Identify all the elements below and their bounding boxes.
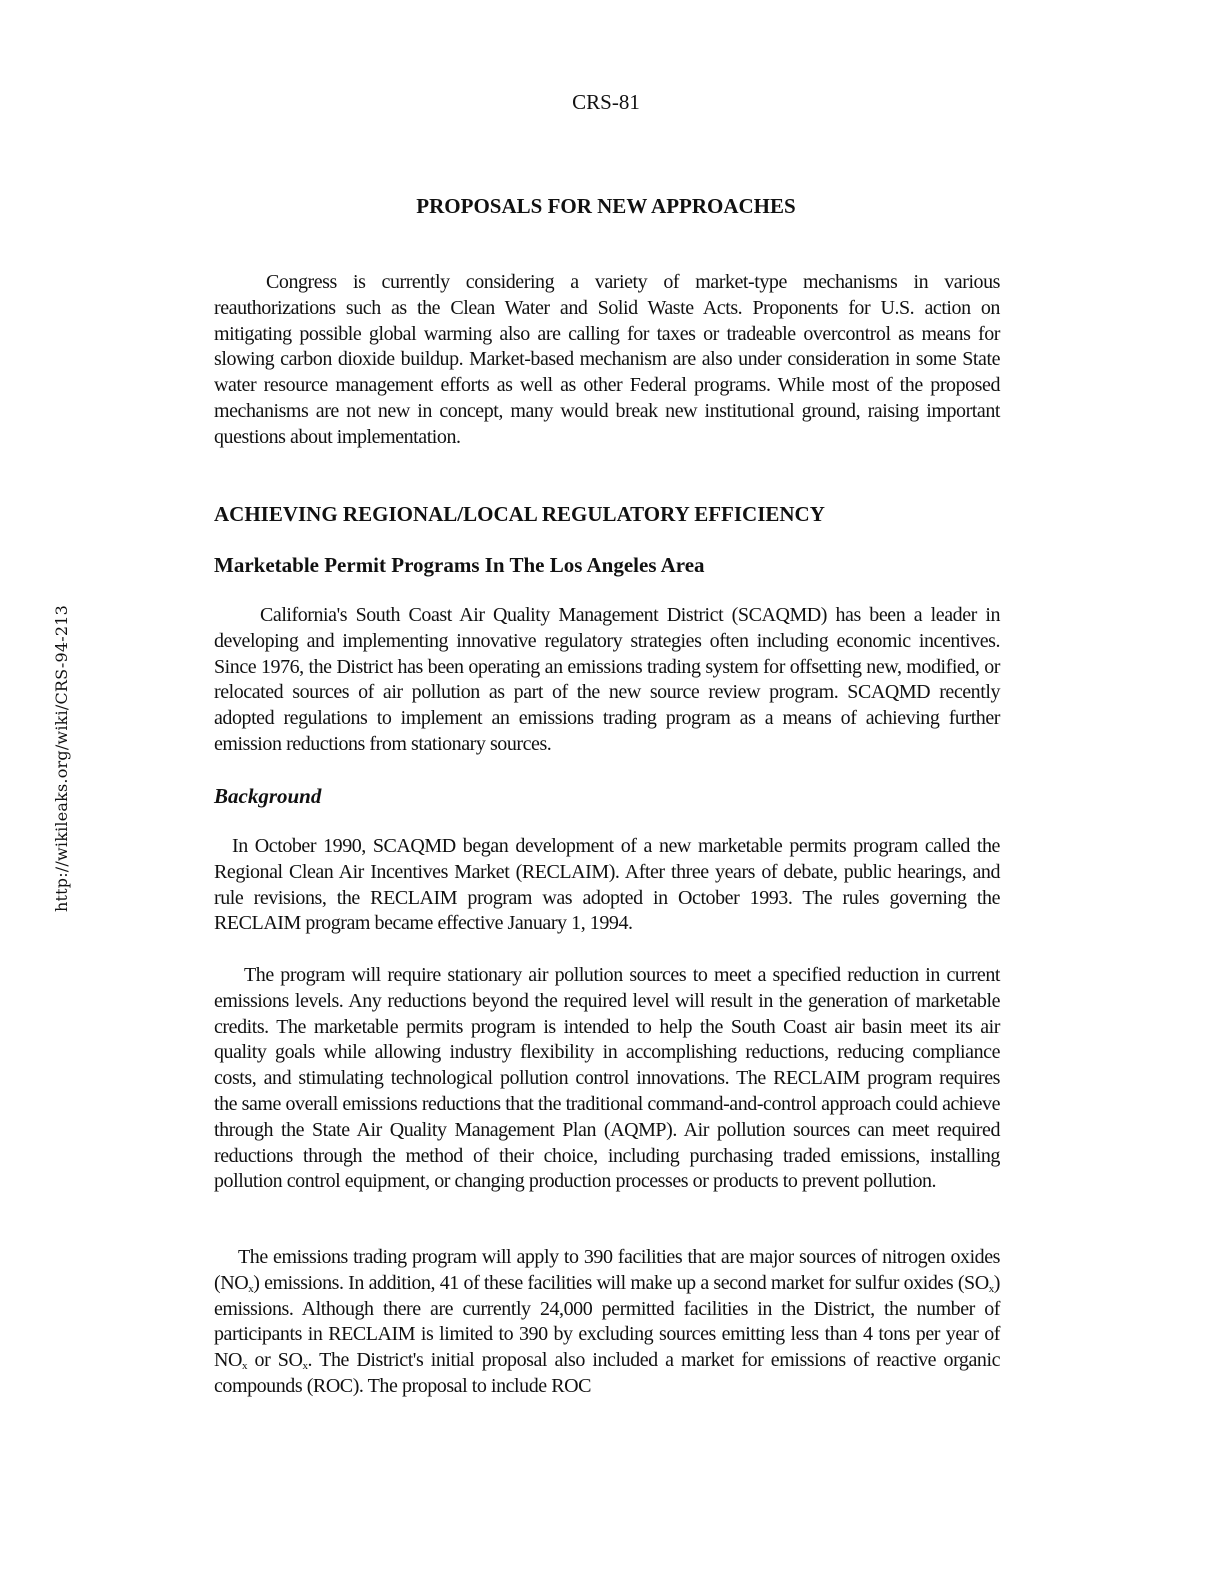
intro-paragraph-block [214, 270, 1000, 451]
subscript-x: x [248, 1282, 254, 1295]
page-number: CRS-81 [572, 90, 640, 114]
subscript-x: x [242, 1360, 248, 1373]
la-paragraph-block [214, 603, 1000, 758]
trading-text-2: ) emissions. In addition, 41 of these facilities will make up a second market for sulfur oxides (SO [253, 1271, 989, 1294]
heading-marketable-permits: Marketable Permit Programs In The Los Angeles Area [214, 553, 705, 577]
intro-paragraph: Congress is currently considering a variety of market-type mechanisms in various reauthorizations such as the Clean Water and Solid Waste Acts. Proponents for U.S. action on mitigating possible global warming also are calling for taxes or tradeable overcontrol as means for slowing carbon dioxide buildup. Market-based mechanism are also under consideration in some State water resource management efforts as well as other Federal programs. While most of the proposed mechanisms are not new in concept, many would break new institutional ground, raising important questions about implementation. [214, 271, 1000, 448]
la-paragraph: California's South Coast Air Quality Management District (SCAQMD) has been a leader in developing and implementing innovative regulatory strategies often including economic incentives. Since 1976, the District has been operating an emissions trading system for offsetting new, modified, or relocated sources of air pollution as part of the new source review program. SCAQMD recently adopted regulations to implement an emissions trading program as a means of achieving further emission reductions from stationary sources. [214, 604, 1000, 755]
trading-text-3: ) emissions. Although there are currently 24,000 permitted facilities in the District, the number of participants in RECLAIM is limited to 390 by excluding sources emitting less than 4 tons per year of NO [214, 1271, 1000, 1372]
program-paragraph: The program will require stationary air pollution sources to meet a specified reduction in current emissions levels. Any reductions beyond the required level will result in the generation of marketable credits. The marketable permits program is intended to help the South Coast air basin meet its air quality goals while allowing industry flexibility in accomplishing reductions, reducing compliance costs, and stimulating technological pollution control innovations. The RECLAIM program requires the same overall emissions reductions that the traditional command-and-control approach could achieve through the State Air Quality Management Plan (AQMP). Air pollution sources can meet required reductions through the method of their choice, including purchasing traded emissions, installing pollution control equipment, or changing production processes or products to prevent pollution. [214, 964, 1000, 1193]
subscript-x: x [302, 1360, 308, 1373]
heading-background: Background [214, 784, 322, 808]
trading-paragraph-block [214, 1245, 1000, 1400]
subscript-x: x [988, 1282, 994, 1295]
program-paragraph-block [214, 963, 1000, 1195]
section-title: PROPOSALS FOR NEW APPROACHES [416, 194, 796, 218]
trading-paragraph [214, 1245, 1000, 1400]
trading-text-1: The emissions trading program will apply to 390 facilities that are major sources of nitrogen oxides (NO [214, 1246, 1000, 1294]
trading-text-5: . The District's initial proposal also included a market for emissions of reactive organic compounds (ROC). The proposal to include ROC [214, 1349, 1000, 1397]
background-paragraph-block [214, 834, 1000, 937]
source-url-watermark: http://wikileaks.org/wiki/CRS-94-213 [52, 605, 71, 912]
trading-text-4: or SO [247, 1349, 303, 1372]
background-paragraph: In October 1990, SCAQMD began development of a new marketable permits program called the Regional Clean Air Incentives Market (RECLAIM). After three years of debate, public hearings, and rule revisions, the RECLAIM program was adopted in October 1993. The rules governing the RECLAIM program became effective January 1, 1994. [214, 835, 1000, 935]
heading-regional-efficiency: ACHIEVING REGIONAL/LOCAL REGULATORY EFFICIENCY [214, 502, 825, 526]
